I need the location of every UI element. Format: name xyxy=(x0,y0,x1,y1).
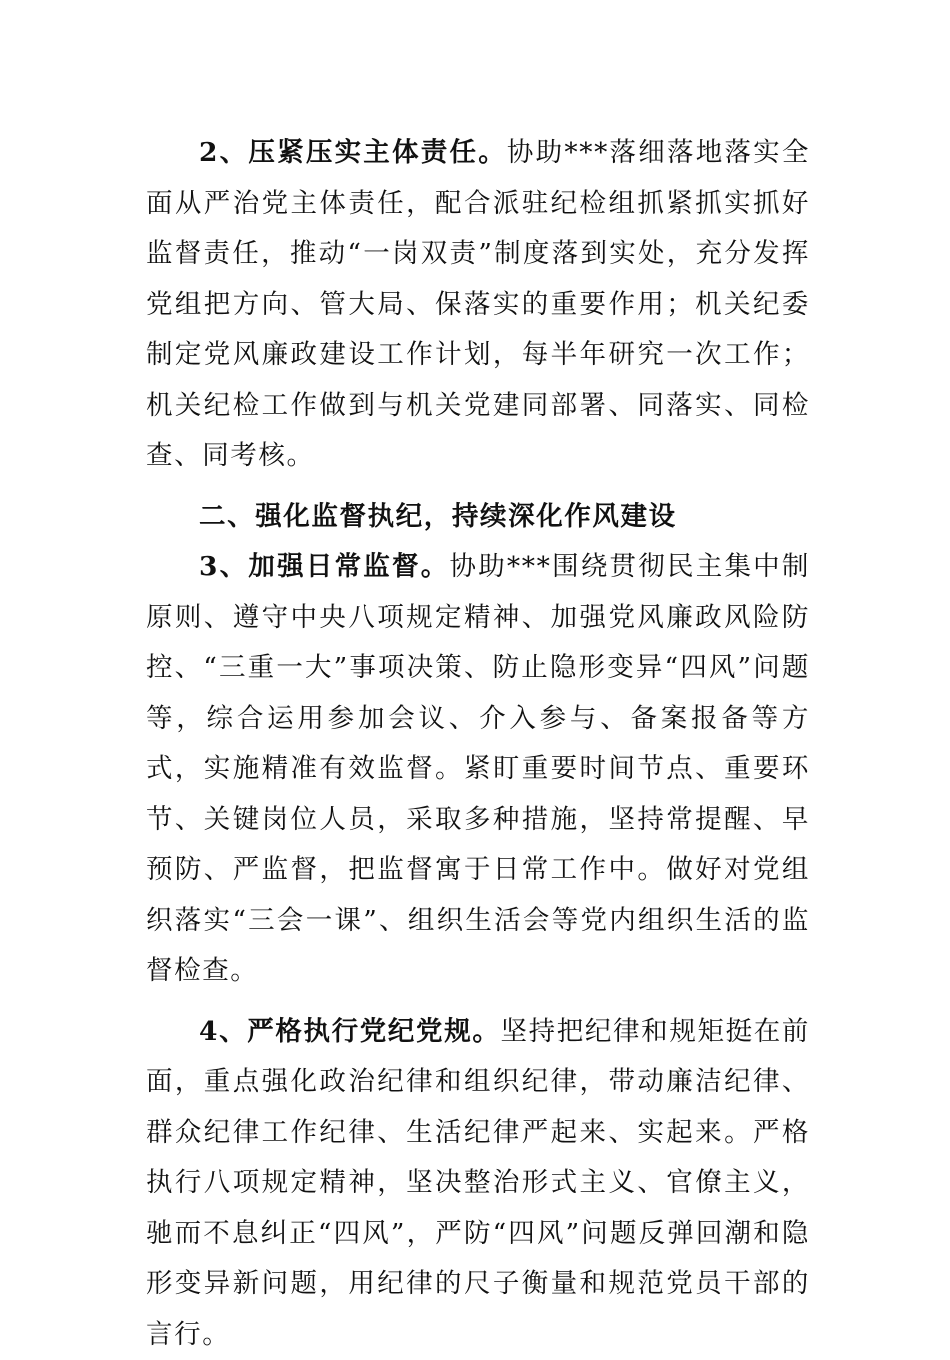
section-2-body: 协助***落细落地落实全面从严治党主体责任，配合派驻纪检组抓紧抓实抓好监督责任，推动“一岗双责”制度落到实处，充分发挥党组把方向、管大局、保落实的重要作用；机关纪委制定党风廉政建设工作计划，每半年研究一次工作；机关纪检工作做到与机关党建同部署、同落实、同检查、同考核。 xyxy=(146,137,810,471)
section-4-lead: 4、严格执行党纪党规。 xyxy=(199,1016,500,1047)
section-3-lead: 3、加强日常监督。 xyxy=(199,551,449,582)
paragraph-section-4 xyxy=(146,1007,810,1360)
document-page xyxy=(146,128,810,1360)
paragraph-section-3 xyxy=(146,542,810,997)
paragraph-section-2 xyxy=(146,128,810,482)
section-4-body: 坚持把纪律和规矩挺在前面，重点强化政治纪律和组织纪律，带动廉洁纪律、群众纪律工作纪律、生活纪律严起来、实起来。严格执行八项规定精神，坚决整治形式主义、官僚主义，驰而不息纠正“四风”，严防“四风”问题反弹回潮和隐形变异新问题，用纪律的尺子衡量和规范党员干部的言行。 xyxy=(146,1016,810,1350)
section-2-lead: 2、压紧压实主体责任。 xyxy=(199,137,507,168)
heading-section-two: 二、强化监督执纪，持续深化作风建设 xyxy=(146,492,810,543)
section-3-body: 协助***围绕贯彻民主集中制原则、遵守中央八项规定精神、加强党风廉政风险防控、“三重一大”事项决策、防止隐形变异“四风”问题等，综合运用参加会议、介入参与、备案报备等方式，实施精准有效监督。紧盯重要时间节点、重要环节、关键岗位人员，采取多种措施，坚持常提醒、早预防、严监督，把监督寓于日常工作中。做好对党组织落实“三会一课”、组织生活会等党内组织生活的监督检查。 xyxy=(146,551,810,986)
